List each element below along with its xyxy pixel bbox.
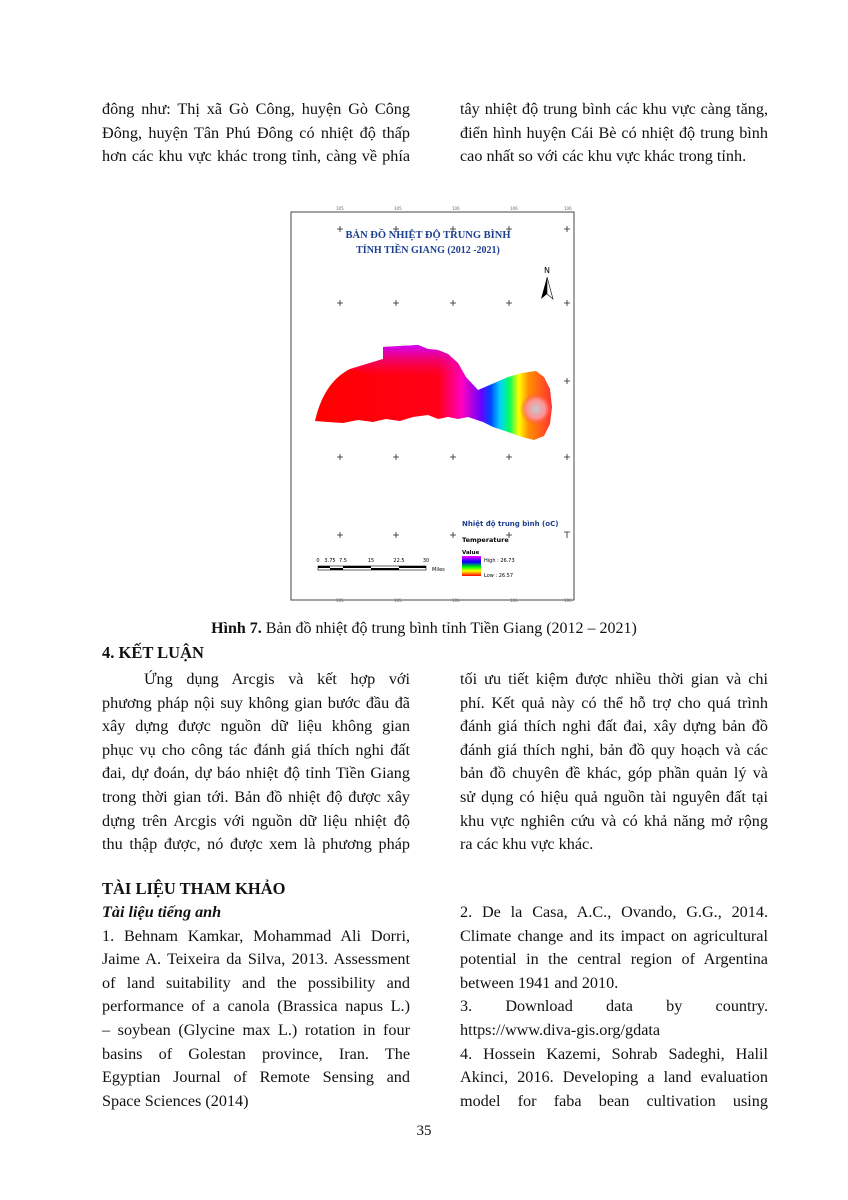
reference-line: 3. Download data by country. — [460, 997, 768, 1016]
text-line: hơn các khu vực khác trong tỉnh, càng về phía — [102, 147, 410, 166]
text-line: tối ưu tiết kiệm được nhiều thời gian và chi — [460, 670, 768, 688]
svg-text:106: 106 — [452, 598, 460, 603]
scale-label: 0 — [316, 558, 320, 564]
svg-text:105: 105 — [336, 598, 344, 603]
scale-label: 7.5 — [339, 558, 347, 564]
reference-line: performance of a canola (Brassica napus L.) — [102, 997, 410, 1016]
references-heading: TÀI LIỆU THAM KHẢO — [102, 879, 286, 898]
legend-high: High : 26.73 — [484, 558, 515, 564]
reference-line: Space Sciences (2014) — [102, 1091, 249, 1110]
reference-line: Climate change and its impact on agricultural — [460, 926, 768, 945]
top-right-column — [460, 98, 768, 169]
scale-label: 15 — [367, 558, 375, 564]
reference-line: basins of Golestan province, Iran. The — [102, 1044, 410, 1063]
text-line: tây nhiệt độ trung bình các khu vực càng tăng, — [460, 100, 768, 118]
reference-line: potential in the central region of Argentina — [460, 950, 768, 969]
reference-line: Akinci, 2016. Developing a land evaluation — [460, 1068, 768, 1087]
references-subheading: Tài liệu tiếng anh — [102, 903, 222, 921]
references-right-column — [460, 901, 768, 1113]
text-line: đánh giá thích nghi, bản đồ quy hoạch và các — [460, 740, 768, 759]
legend-value-label: Value — [462, 550, 480, 556]
text-line: bản đồ chuyên đề khác, góp phần quản lý và — [460, 764, 768, 783]
map-title-line2: TỈNH TIỀN GIANG (2012 -2021) — [356, 245, 500, 256]
text-line: điển hình huyện Cái Bè có nhiệt độ trung bình — [460, 123, 768, 142]
north-label: N — [544, 266, 550, 275]
reference-link[interactable]: https://www.diva-gis.org/gdata — [460, 1020, 661, 1039]
text-line: trong thời gian tới. Bản đồ nhiệt độ được xây — [102, 787, 410, 806]
reference-line: Egyptian Journal of Remote Sensing and — [102, 1068, 410, 1087]
reference-line: of land suitability and the possibility and — [102, 973, 410, 992]
map-title-line1: BẢN ĐỒ NHIỆT ĐỘ TRUNG BÌNH — [345, 230, 511, 241]
legend-title: Nhiệt độ trung bình (oC) — [462, 520, 559, 528]
reference-line: 4. Hossein Kazemi, Sohrab Sadeghi, Halil — [460, 1044, 768, 1063]
scale-label: 30 — [422, 558, 430, 564]
legend-color-ramp — [462, 556, 481, 576]
text-line: dựng trên Arcgis với nguồn dữ liệu nhiệt độ — [102, 811, 410, 830]
text-line: Ứng dụng Arcgis và kết hợp với — [144, 670, 410, 688]
text-line: thu thập được, nó được xem là phương pháp — [102, 835, 410, 854]
figure-caption — [0, 620, 848, 638]
text-line: phục vụ cho công tác đánh giá thích nghi đất — [102, 740, 410, 759]
svg-text:105: 105 — [394, 598, 402, 603]
reference-line: model for faba bean cultivation using — [460, 1091, 768, 1110]
svg-text:106: 106 — [510, 206, 518, 211]
text-line: đai, dự đoán, dự báo nhiệt độ tỉnh Tiền Giang — [102, 764, 410, 783]
text-line: phương pháp nội suy không gian bước đầu đã — [102, 693, 410, 712]
caption-label: Hình 7. — [211, 620, 262, 637]
legend-subtitle: Temperature — [462, 536, 509, 544]
reference-line: between 1941 and 2010. — [460, 973, 619, 992]
references-left-column — [102, 901, 410, 1113]
section-heading: 4. KẾT LUẬN — [102, 643, 204, 662]
top-left-column — [102, 98, 410, 169]
reference-line: – soybean (Glycine max L.) rotation in four — [102, 1020, 410, 1039]
legend-low: Low : 26.57 — [484, 573, 514, 579]
reference-line: Jaime A. Teixeira da Silva, 2013. Assessment — [102, 950, 410, 969]
text-line: khu vực nghiên cứu và có khả năng mở rộng — [460, 811, 768, 830]
conclusion-left-column — [102, 668, 410, 857]
svg-text:106: 106 — [510, 598, 518, 603]
svg-text:106: 106 — [564, 598, 572, 603]
text-line: Đông, huyện Tân Phú Đông có nhiệt độ thấp — [102, 123, 410, 142]
scale-label: 22.5 — [393, 558, 405, 564]
conclusion-right-column — [460, 668, 768, 857]
text-line: đông như: Thị xã Gò Công, huyện Gò Công — [102, 100, 410, 118]
svg-text:105: 105 — [336, 206, 344, 211]
text-line: đánh giá thích nghi đất đai, xây dựng bản đồ — [460, 717, 768, 736]
text-line: cao nhất so với các khu vực khác trong tỉnh. — [460, 147, 747, 166]
text-line: sử dụng có hiệu quả nguồn tài nguyên đất tại — [460, 787, 768, 806]
temperature-map-figure — [288, 206, 577, 603]
reference-line: 2. De la Casa, A.C., Ovando, G.G., 2014. — [460, 903, 768, 921]
svg-text:106: 106 — [452, 206, 460, 211]
page-number: 35 — [416, 1123, 432, 1139]
scale-unit: Miles — [432, 567, 445, 573]
scale-label: 3.75 — [324, 558, 336, 564]
caption-text: Bản đồ nhiệt độ trung bình tỉnh Tiền Giang (2012 – 2021) — [261, 620, 637, 637]
text-line: phí. Kết quả này có thể hỗ trợ cho quá trình — [460, 693, 768, 712]
text-line: ra các khu vực khác. — [460, 835, 594, 854]
text-line: xây dựng được nguồn dữ liệu không gian — [102, 717, 410, 736]
reference-line: 1. Behnam Kamkar, Mohammad Ali Dorri, — [102, 926, 410, 945]
svg-text:106: 106 — [564, 206, 572, 211]
svg-text:105: 105 — [394, 206, 402, 211]
